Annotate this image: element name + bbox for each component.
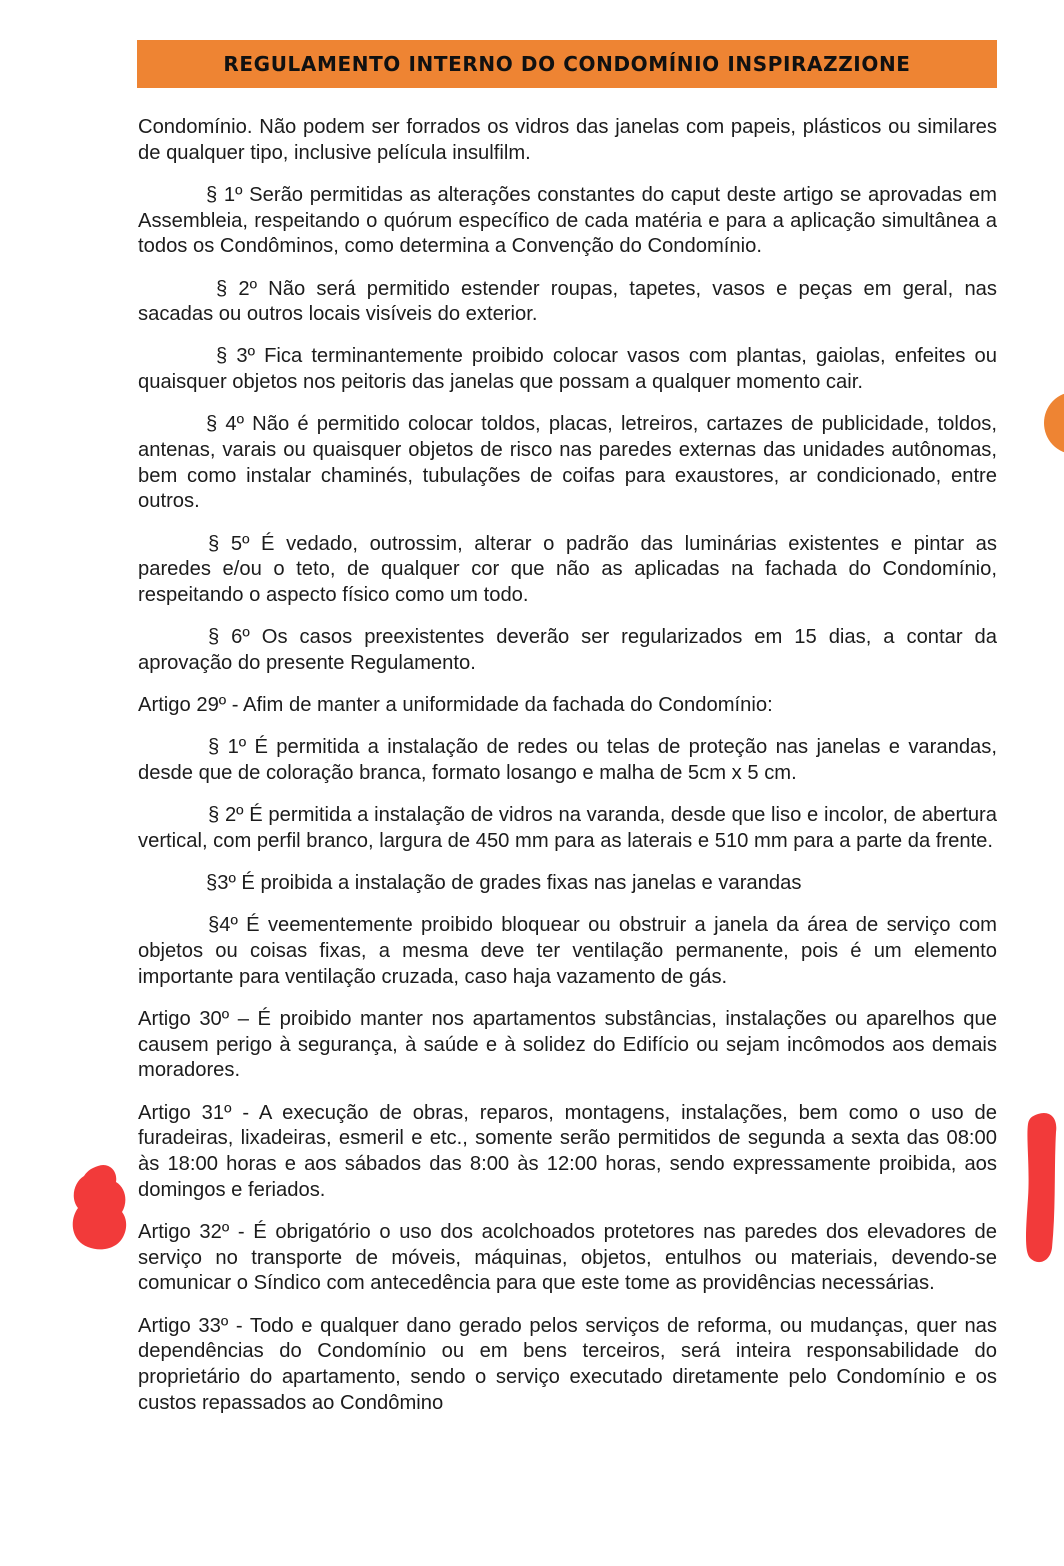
paragraph-art32: Artigo 32º - É obrigatório o uso dos acolchoados protetores nas paredes dos elevadores de serviço no transporte de móveis, máquinas, objetos, entulhos ou materiais, devendo-se comunicar o Síndico com antecedência para que este tome as providências necessárias.: [138, 1220, 997, 1295]
document-title: REGULAMENTO INTERNO DO CONDOMÍNIO INSPIRAZZIONE: [223, 52, 911, 76]
paragraph-art28-par2: § 2º Não será permitido estender roupas, tapetes, vasos e peças em geral, nas sacadas ou outros locais visíveis do exterior.: [138, 277, 997, 326]
paragraph-art29-par4: §4º É veementemente proibido bloquear ou obstruir a janela da área de serviço com objetos ou coisas fixas, a mesma deve ter ventilação permanente, pois é um elemento importante para ventilação cruzada, caso haja vazamento de gás.: [138, 914, 997, 988]
paragraph-art29-par3: §3º É proibida a instalação de grades fixas nas janelas e varandas: [206, 872, 802, 895]
red-scribble-mark-right: [1016, 1108, 1064, 1268]
paragraph-art33: Artigo 33º - Todo e qualquer dano gerado pelos serviços de reforma, ou mudanças, quer nas dependências do Condomínio ou em bens terceiros, será inteira responsabilidade do proprietário do apartamento, sendo o serviço executado diretamente pelo Condomínio e os custos repassados ao Condômino: [138, 1314, 997, 1414]
paragraph-art28-par4: § 4º Não é permitido colocar toldos, placas, letreiros, cartazes de publicidade, toldos, antenas, varais ou quaisquer objetos de risco nas paredes externas das unidades autônomas, bem como instalar chaminés, tubulações de coifas para exaustores, ar condicionado, entre outros.: [138, 413, 997, 513]
paragraph-art28-par3: § 3º Fica terminantemente proibido colocar vasos com plantas, gaiolas, enfeites ou quaisquer objetos nos peitoris das janelas que possam a qualquer momento cair.: [138, 345, 997, 394]
paragraph-art28-par1: § 1º Serão permitidas as alterações constantes do caput deste artigo se aprovadas em Assembleia, respeitando o quórum específico de cada matéria e para a aplicação simultânea a todos os Condôminos, como determina a Convenção do Condomínio.: [138, 183, 997, 258]
paragraph-art28-par5: § 5º É vedado, outrossim, alterar o padrão das luminárias existentes e pintar as paredes e/ou o teto, de qualquer cor que não as aplicadas na fachada do Condomínio, respeitando o aspecto físico como um todo.: [138, 532, 997, 607]
paragraph-continuation: Condomínio. Não podem ser forrados os vidros das janelas com papeis, plásticos ou similares de qualquer tipo, inclusive película insulfilm.: [138, 116, 997, 164]
document-header: [137, 40, 997, 88]
document-body: [138, 115, 997, 1416]
paragraph-art28-par6: § 6º Os casos preexistentes deverão ser regularizados em 15 dias, a contar da aprovação do presente Regulamento.: [138, 626, 997, 674]
page-edge-tab: [1044, 392, 1064, 454]
paragraph-art29-par1: § 1º É permitida a instalação de redes ou telas de proteção nas janelas e varandas, desde que de coloração branca, formato losango e malha de 5cm x 5 cm.: [138, 736, 997, 785]
paragraph-art29-par2: § 2º É permitida a instalação de vidros na varanda, desde que liso e incolor, de abertura vertical, com perfil branco, largura de 450 mm para as laterais e 510 mm para a parte da frente.: [138, 804, 997, 852]
paragraph-art30: Artigo 30º – É proibido manter nos apartamentos substâncias, instalações ou aparelhos que causem perigo à segurança, à saúde e à solidez do Edifício ou sejam incômodos aos demais moradores.: [138, 1007, 997, 1082]
red-scribble-mark-left: [68, 1160, 132, 1252]
paragraph-art31: Artigo 31º - A execução de obras, reparos, montagens, instalações, bem como o uso de furadeiras, lixadeiras, esmeril e etc., somente serão permitidos de segunda a sexta das 08:00 às 18:00 horas e aos sábados das 8:00 às 12:00 horas, sendo expressamente proibida, aos domingos e feriados.: [138, 1101, 997, 1201]
paragraph-art29: Artigo 29º - Afim de manter a uniformidade da fachada do Condomínio:: [138, 694, 773, 717]
